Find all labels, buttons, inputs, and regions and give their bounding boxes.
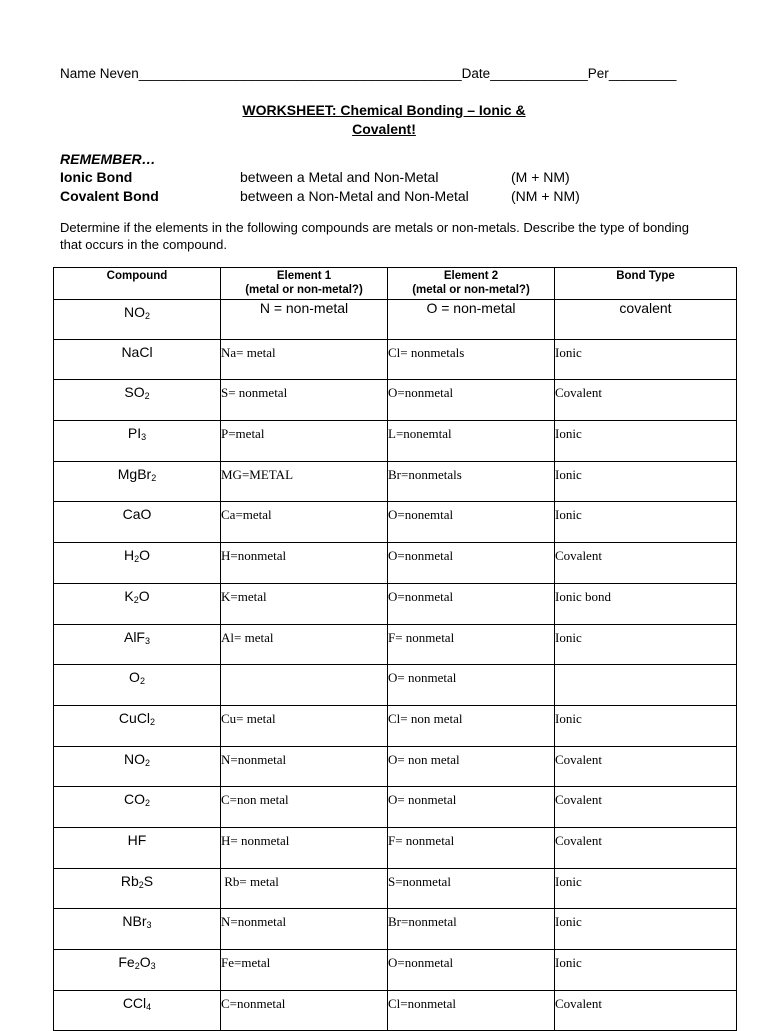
table-row — [54, 705, 737, 746]
formula-text: O — [138, 587, 150, 604]
header-element-1 — [221, 268, 388, 300]
header-text: Element 2 — [443, 270, 499, 282]
formula-subscript: 3 — [141, 432, 147, 443]
compound-cell — [54, 300, 221, 340]
title-line-2: Covalent! — [352, 121, 416, 137]
table-row — [54, 827, 737, 868]
worksheet-title — [0, 101, 768, 139]
formula-subscript: 2 — [144, 757, 150, 768]
element-2-cell[interactable]: O=nonmetal — [388, 543, 555, 584]
table-row — [54, 950, 737, 991]
header-subtext: (metal or non-metal?) — [412, 284, 530, 296]
element-1-cell[interactable]: P=metal — [221, 421, 388, 462]
element-2-cell[interactable]: L=nonemtal — [388, 421, 555, 462]
header-text: Compound — [106, 270, 168, 282]
formula-text: NBr — [122, 913, 147, 930]
formula-text: Rb — [120, 872, 139, 889]
formula-subscript: 2 — [144, 311, 150, 321]
bond-type-cell[interactable]: Ionic — [555, 705, 737, 746]
element-1-cell[interactable] — [221, 665, 388, 706]
name-label: Name Neven — [60, 66, 139, 81]
element-1-cell[interactable]: K=metal — [221, 583, 388, 624]
bond-type-cell[interactable] — [555, 665, 737, 706]
formula-text: Fe — [118, 954, 135, 970]
element-1-cell[interactable]: Rb= metal — [221, 868, 388, 909]
formula-text: O — [139, 547, 151, 564]
bond-type-cell[interactable]: Covalent — [555, 543, 737, 584]
formula-text: S — [143, 872, 154, 889]
formula-text: CCl — [122, 994, 147, 1011]
compound-cell — [54, 461, 221, 502]
compound-cell — [54, 746, 221, 787]
formula-text: PI — [127, 425, 142, 442]
table-row — [54, 868, 737, 909]
rule-ionic — [60, 169, 720, 188]
table-row — [54, 909, 737, 950]
header-compound — [54, 268, 221, 300]
bond-type-cell[interactable]: Covalent — [555, 746, 737, 787]
rule-term: Ionic Bond — [60, 169, 133, 185]
compound-cell — [54, 380, 221, 421]
formula-text: NO — [123, 304, 145, 320]
formula-subscript: 2 — [144, 391, 150, 402]
formula-text: MgBr — [117, 465, 152, 482]
formula-text: NO — [123, 750, 145, 767]
compound-cell — [54, 950, 221, 991]
formula-subscript: 2 — [144, 798, 150, 809]
table-row — [54, 787, 737, 828]
table-row — [54, 380, 737, 421]
title-line-1: WORKSHEET: Chemical Bonding – Ionic & — [242, 102, 526, 118]
bond-type-cell[interactable]: Ionic — [555, 421, 737, 462]
compound-cell — [54, 909, 221, 950]
compound-cell — [54, 502, 221, 543]
bond-type-cell[interactable]: Ionic — [555, 461, 737, 502]
rule-abbr: (NM + NM) — [511, 188, 580, 204]
element-1-cell[interactable]: N=nonmetal — [221, 909, 388, 950]
rule-abbr: (M + NM) — [511, 169, 570, 185]
bond-type-cell[interactable]: Covalent — [555, 827, 737, 868]
element-2-cell[interactable]: O = non-metal — [388, 300, 555, 340]
element-2-cell[interactable]: F= nonmetal — [388, 827, 555, 868]
table-row — [54, 461, 737, 502]
formula-text: CuCl — [118, 709, 151, 726]
instructions: Determine if the elements in the following compounds are metals or non-metals. Describe the type of bonding that occurs in the compound. — [60, 220, 689, 252]
compound-cell — [54, 827, 221, 868]
formula-subscript: 3 — [144, 635, 150, 646]
bond-type-cell[interactable]: Ionic — [555, 950, 737, 991]
bond-type-cell[interactable]: Ionic — [555, 339, 737, 380]
bond-type-cell[interactable]: Ionic — [555, 868, 737, 909]
element-1-cell[interactable]: N=nonmetal — [221, 746, 388, 787]
table-row — [54, 746, 737, 787]
compound-cell — [54, 665, 221, 706]
bond-type-cell[interactable]: Covalent — [555, 990, 737, 1031]
compound-cell — [54, 421, 221, 462]
formula-subscript: 4 — [146, 1001, 152, 1012]
table-row — [54, 990, 737, 1031]
compound-cell — [54, 543, 221, 584]
formula-text: O — [139, 954, 151, 970]
table-header-row — [54, 268, 737, 300]
formula-text: CaO — [122, 506, 152, 523]
bond-type-cell[interactable]: Covalent — [555, 787, 737, 828]
element-1-cell[interactable]: Fe=metal — [221, 950, 388, 991]
element-2-cell[interactable]: S=nonmetal — [388, 868, 555, 909]
bond-type-cell[interactable]: covalent — [555, 300, 737, 340]
header-bond-type — [555, 268, 737, 300]
formula-text: NaCl — [121, 343, 153, 360]
element-2-cell[interactable]: Cl= nonmetals — [388, 339, 555, 380]
element-2-cell[interactable]: Br=nonmetal — [388, 909, 555, 950]
header-text: Bond Type — [616, 270, 675, 282]
element-1-cell[interactable]: H= nonmetal — [221, 827, 388, 868]
compound-cell — [54, 787, 221, 828]
element-1-cell[interactable]: Cu= metal — [221, 705, 388, 746]
table-row — [54, 665, 737, 706]
element-2-cell[interactable]: O= nonmetal — [388, 665, 555, 706]
element-1-cell[interactable]: Na= metal — [221, 339, 388, 380]
element-2-cell[interactable]: Cl=nonmetal — [388, 990, 555, 1031]
formula-text: HF — [127, 831, 147, 848]
date-blank[interactable]: _____________ — [490, 66, 588, 81]
formula-text: AlF — [123, 628, 145, 645]
rule-term: Covalent Bond — [60, 188, 159, 204]
formula-text: CO — [123, 791, 145, 808]
student-info-line — [60, 66, 676, 81]
formula-subscript: 2 — [138, 879, 144, 890]
formula-text: H — [123, 547, 135, 564]
table-row — [54, 300, 737, 340]
element-2-cell[interactable]: F= nonmetal — [388, 624, 555, 665]
bond-type-cell[interactable]: Covalent — [555, 380, 737, 421]
table-row — [54, 543, 737, 584]
element-1-cell[interactable]: C=nonmetal — [221, 990, 388, 1031]
element-1-cell[interactable]: H=nonmetal — [221, 543, 388, 584]
rule-desc: between a Metal and Non-Metal — [240, 169, 439, 185]
compound-cell — [54, 583, 221, 624]
rule-desc: between a Non-Metal and Non-Metal — [240, 188, 469, 204]
formula-subscript: 2 — [134, 961, 140, 971]
compound-cell — [54, 990, 221, 1031]
formula-subscript: 3 — [150, 961, 156, 971]
formula-subscript: 2 — [133, 594, 139, 605]
formula-text: SO — [124, 384, 145, 401]
table-row — [54, 583, 737, 624]
header-element-2 — [388, 268, 555, 300]
formula-subscript: 2 — [151, 472, 157, 483]
remember-heading: REMEMBER… — [60, 151, 156, 167]
table-row — [54, 421, 737, 462]
table-row — [54, 502, 737, 543]
formula-subscript: 3 — [146, 920, 152, 931]
element-1-cell[interactable]: Al= metal — [221, 624, 388, 665]
compound-cell — [54, 868, 221, 909]
element-2-cell[interactable]: O= nonmetal — [388, 787, 555, 828]
table-body — [54, 300, 737, 1031]
date-label: Date — [461, 66, 491, 81]
element-2-cell[interactable]: O=nonmetal — [388, 950, 555, 991]
period-label: Per — [587, 66, 609, 81]
element-2-cell[interactable]: O=nonmetal — [388, 380, 555, 421]
element-2-cell[interactable]: O=nonemtal — [388, 502, 555, 543]
element-1-cell[interactable]: N = non-metal — [221, 300, 388, 340]
bond-type-cell[interactable]: Ionic bond — [555, 583, 737, 624]
table-row — [54, 624, 737, 665]
element-1-cell[interactable]: C=non metal — [221, 787, 388, 828]
element-1-cell[interactable]: MG=METAL — [221, 461, 388, 502]
header-text: Element 1 — [276, 270, 332, 282]
formula-subscript: 2 — [134, 554, 140, 565]
header-subtext: (metal or non-metal?) — [245, 284, 363, 296]
compound-cell — [54, 705, 221, 746]
rule-covalent — [60, 188, 720, 207]
table-row — [54, 339, 737, 380]
element-1-cell[interactable]: S= nonmetal — [221, 380, 388, 421]
formula-text: K — [124, 587, 134, 604]
bond-type-cell[interactable]: Ionic — [555, 502, 737, 543]
bond-type-cell[interactable]: Ionic — [555, 624, 737, 665]
compound-cell — [54, 339, 221, 380]
element-2-cell[interactable]: Br=nonmetals — [388, 461, 555, 502]
compound-cell — [54, 624, 221, 665]
bond-type-cell[interactable]: Ionic — [555, 909, 737, 950]
element-1-cell[interactable]: Ca=metal — [221, 502, 388, 543]
period-blank[interactable]: _________ — [608, 66, 677, 81]
formula-subscript: 2 — [150, 716, 156, 727]
element-2-cell[interactable]: Cl= non metal — [388, 705, 555, 746]
formula-text: O — [129, 669, 140, 686]
element-2-cell[interactable]: O=nonmetal — [388, 583, 555, 624]
formula-subscript: 2 — [139, 676, 145, 687]
element-2-cell[interactable]: O= non metal — [388, 746, 555, 787]
bonding-table — [53, 267, 737, 1031]
name-blank[interactable]: ___________________________________________ — [138, 66, 462, 81]
